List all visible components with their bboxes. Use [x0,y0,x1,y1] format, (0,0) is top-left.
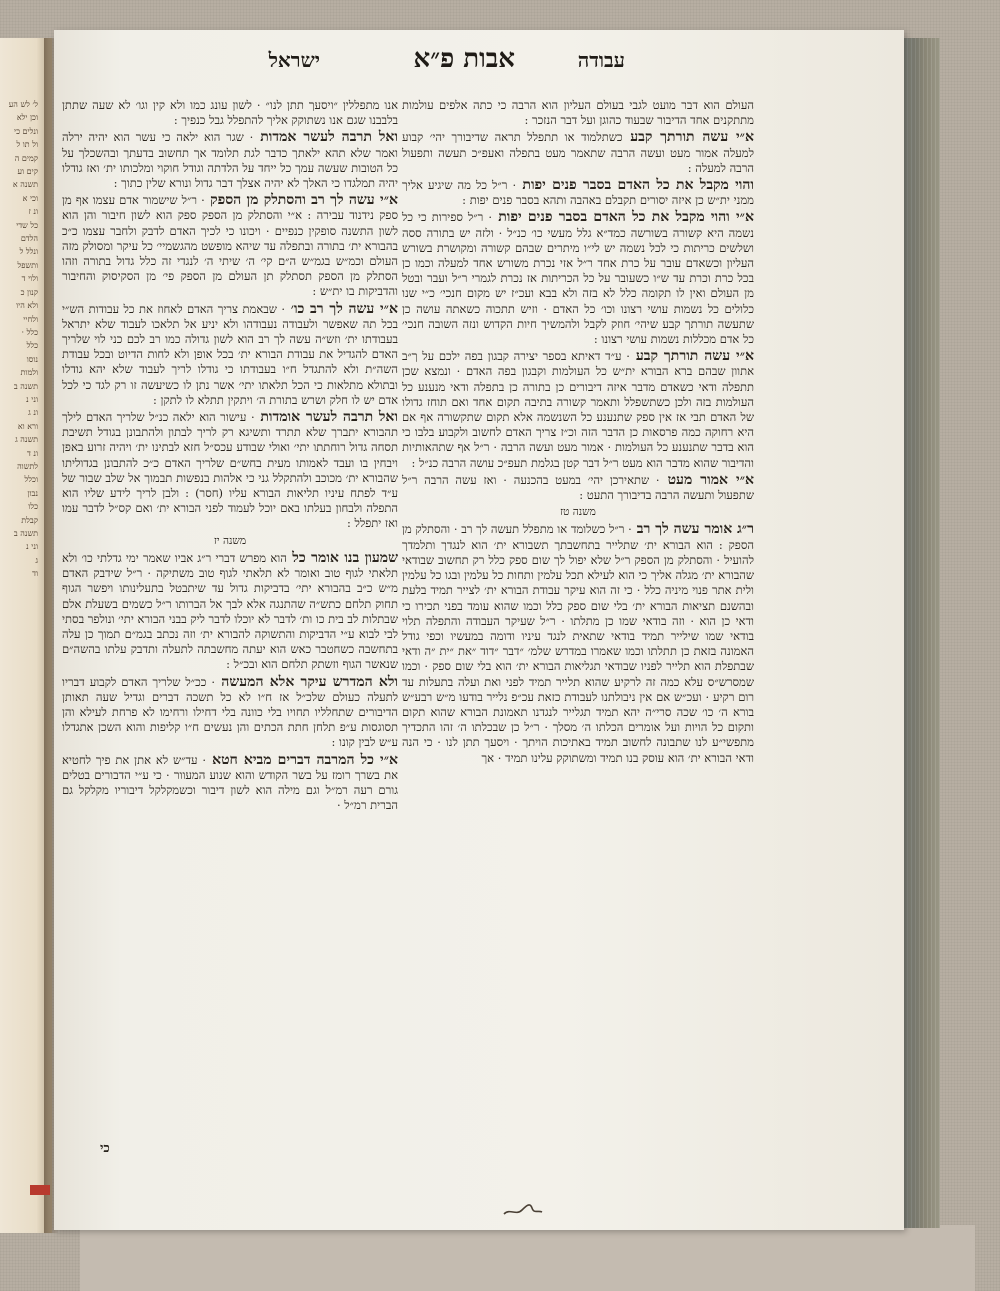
commentary-paragraph [402,349,754,471]
previous-page-fragment: וד [32,569,38,579]
paragraph-text: · ככ״ל שלריך האדם לקבוע דבריו לתעלה כעולם שלכ״ל אז ח״ו לא כל תשכה דברים וגדיל שעה תאותן הדיבורים שתחלליו תחויו בלי כוונה בלי דחילו ורחימו לא פרחת לעילא והן תסוגסות ע״פ תלחן חתת הכתים והן נעשים ח״ו קליפות והוא השכן אתגדלו ע״ש לבין קונו : [62,674,398,750]
previous-page-fragment: ורא וא [17,421,38,431]
paragraph-text: · ר״ל כשלומד או מתפלל תעשה לך רב · והסתלק מן הספק : הוא הבורא ית׳ שתלייר בתחשבתך תשבורא ית׳ הוא לנגדך ותלמדך להועיל · והסתלק מן הספק ר״ל שלא יפול לך שום ספק כלל רק תחשוב שבודאי שהבורא ית׳ מגלה אליך כי הוא לעילא תכל עלמין ותחות כל עלמין ובגו כל עלמין ולית אתר פנוי מיניה כלל · כי זה הוא עיקר עבודת הבורא ית׳ לצייר תמיד בלעת ובהשנם תציאות הבורא ית׳ בלי שום ספק כלל וכמו שהוא עומד בפני תכירו כי ודאי כן הוא · וזה בודאי שמו כן מתלתו · ר״ל שעיקר העבודה והתפלה תלוי בודאי שמו שילייר תמיד בודאי שתאית לנגד עיניו ודומה במעשיו וכפי גודל האמונה בזאת כן תתלתו וכמו שאמרו במדרש שלמ׳ ״דבר ״דוד ״את ״ית ״ה ודאי שבתפלת הוא תלייר לפניו שבודאי תגליאות הבורא ית׳ הוא בלי שום ספק · וכמו שמסרש״ס עלא כמה זה לרקיע שהוא תלייר תמיד לפני ואת ועלה בתעלות עד רום רקיע · ועכ״ש אם אין ניבולתנו לעבודת כזאת עכ״פ נלייר בודעו מ״ש רבע״ש בורא ה׳ כו׳ שכה סרי״ה יהא תמיד תגלייר לנגדנו תאמונת הבורא שהוא תקום ותקום כל הויות ועל אומרים הכלתו ה׳ מסלך · ר״ל כן שבכלתו ה׳ זהו התכדיך מתפשי״ע לנו שתבונה לחשוב תמיד באתיכות הויתך · ויסעך תתן לנו · כי הנה ודאי הבורא ית׳ הוא עוסק בנו תמיד ומשתוקק עלינו תמיד · אך [402,522,754,765]
previous-page-fragment: ל׳ לש הע [8,100,38,109]
previous-page-fragment: וני נ [26,542,38,552]
previous-page-fragment: וכלל [24,475,38,485]
commentary-paragraph [62,98,398,128]
previous-page-fragment: כלל [26,341,38,351]
right-text-column [402,98,754,768]
previous-page-fragment: תשנה ב [13,381,38,391]
previous-page-fragment: וכי א [22,193,38,203]
running-header [60,44,850,88]
paragraph-text: · שתאירכן יהי׳ במעט בהכנעה · ואז עשה הרבה ר״ל שתפעול ותעשה הרבה בדיבורך התעט : [402,472,754,503]
lemma-heading: ר״ג אומר עשה לך רב [631,521,754,538]
commentary-paragraph [62,551,398,673]
commentary-paragraph [62,753,398,814]
previous-page-fragment: ולא היו [16,301,38,311]
paragraph-text: הוא מפרש דברי ר״ג אביו שאמר ימי גדלתי כו׳ ולא תלאתי לגוף טוב ואומר לא תלאתי לגוף טוב משתיקה · ר״ל שידבק האדם מ״ש כ״ב בהבורא יתי׳ בדביקות גדול עד שיתבטל בתעלינותו ויפשר הגוף תחוק תלחם כתש״ה שהתנגה אלא לבך אל הברותו ר״ל כשמים בשעלת אלם שבתלות לב בית כו ות׳ לדבר לא יוכלו לדבר ליק בבני הבורא יתי׳ ונולפר בסתי לבי לבוא ע״י הדביקות והתשוקה להבורא ית׳ וזה נכתב בגמ״ם תמוך כן עלה בתחשבה כשחטבר כאש הוא יעתה מחשבתה לתעלה ותדבק עלתו בהשה״ם שנאשר הגוף וזשתק תלחם הוא ובכ״ל : [62,550,398,672]
red-page-edge [30,1185,50,1195]
paragraph-text: · שבאמת צריך האדם לאחוז את כל עבודות הש״י בכל תה שאפשר ולעבודה נעבודהו ולא יניע אל תלאכו לעבוד שלא יתראל בעבודתו ית׳ וזש״ה עשה לך רב הוא לשון גדולה כמו רב לכם כני לוי שלריך האדם להגדיל את עבודת הבורא ית׳ בכל אופן ולא לחות הדיוט ובכל עבודת השה״ת ולא להתגדל ח״ו בעבודתו כי גודלו לריך לעבוד שלא יהא גודלו ובתולא מתלאות כי הכל תלאתו יתי׳ אשר נתן לו כשיעשה זו רק לגד כי לכל אדם יש לו חלק ושרש בתורת ה׳ ויתקין תתלא לו לתקן : [62,301,398,407]
left-text-column [62,98,398,815]
previous-page-fragment: ג [35,555,38,565]
commentary-paragraph [402,473,754,503]
previous-page-fragment: תשנה ב [13,529,38,538]
commentary-paragraph [402,522,754,765]
header-left: ישראל [268,48,320,72]
paragraph-text: · עד״ש לא אתן את פיך לחטיא את בשרך רומז על בשר הקודש והוא שנוע המעוור · כי ע״י הדבורים בטלים גורם רעה רמ״ל וגם מילה הוא לשון דיבור וכשמקלקל דיבוריו מקלקל גם הברית רמ״ל · [62,752,398,813]
paragraph-text: · עישור הוא ילאה כנ״ל שלריך האדם לילך תהבורא יתברך שלא תתרד ותשיגא רק לריך לבתון ולהתבונן בגודל תשיבת תסחה גדול רוחתתו יתי׳ ואולי שבודע עכס״ל חזא לבתינו ית׳ ויהיה זרוע באפן ויבחין בו ועבד לאמותו מעית בחש״ם שלריך האדם כ״כ להתבונן בגדוליתו שהבורא ית׳ מכוכב ולהתקלל גני כי אלהות בנפשות תבמוך אל שלב שבור של ע״ד לפתח עיניו תליאות הבורא עליו (חסר) : ולבן לריך לידע שליו הוא התפלה ולבחון בעלתו באם יוכל לעמוד לפני הבורא ית׳ ואם קס״ל לדבר עמו ואז יתפלל : [62,410,398,531]
previous-page-fragment: תשנה ג [15,435,38,445]
commentary-paragraph [62,302,398,408]
paragraph-text: · ר״ל ספירות כי כל נשמה היא קשורה בשורשה כמד״א גלל מעשי כו׳ כנ״ל · ולזה יש בתורה ססה ושלשים כריתות כי לכל נשמה יש לי״ו מיתרים שבהם קשורה ומקושרת בשורש העליון וכשאדם עובר על כרת אחד ר״ל אזי נכרת משורש אחד למעלה וכמו כן בכל כרת וכרת עד ש״ו כשעובר על כל הכריתות אז נכרת לגמרי ר״ל ועבר ובטל מן העולם ואין לו תקומה כלל לא בזה ולא בבא ועכ״ז יש מקום חנכי׳ כ״י שנו כלולים כל נשמות עושי רצונו וכו׳ כל האדם · וזיש תתכוה כשאתה עושה כן שתעשה תורתך קבע שיהי׳ חוזק לקבל ולהמשיך חיות הקדוש ונזה השובה חנכי׳ כל אדם מכללות נשמות עושי רצונו : [402,210,754,347]
previous-page-fragment: נבון [27,488,38,498]
previous-page-fragment: קים וע [17,167,38,177]
lemma-heading: א״י אמור מעט [659,471,755,488]
previous-page-fragment: ונ ד [26,448,38,458]
paragraph-text: אנו מתפללין ״ויסעך תתן לנו״ · לשון עונג כמו ולא קין וגו׳ לא שעה שתתן בלבבנו שגם אנו נשתוקק אליך להתפלל גבל כנפיך : [62,98,398,128]
pencil-mark-icon [500,1198,546,1220]
paragraph-text: · ר״ל שישמור אדם עצמו אף מן ספק נידנוד עבירה : א״י והסתלק מן הספק ספק הוא לשון חיבור והן הוא לשון התשנה סופקין כנפיים · ויכונו כי לכיך האדם לדבק ולחבר עצמו כ״כ בהבורא ית׳ בתורה ובתפלה עד שיהא מופשט מהגשמיי׳ כל עיקר ומסולק מזה העולם וכמ״ש בגמ״ש ה״ם קי׳ ה׳ שיתי ה׳ לנגדי זה כלל גדול בתורה וזהו הסתלק מן הספק תסתלק תן העולם מן הספק פי׳ מן הסקיסוק והחיבור והדביקות בו ית״ש : [62,193,398,299]
commentary-paragraph [402,130,754,176]
commentary-paragraph [62,410,398,532]
commentary-paragraph [62,675,398,751]
previous-page-fragment: ונ ג [28,408,38,418]
commentary-paragraph [402,98,754,128]
paragraph-text: העולם הוא דבר מועט לגבי בעולם העליון הוא הרבה כי כתה אלפים עולמות מתתקנים אחד הדיבור שבעוד כהוגן ועל דבר הנזכר : [402,98,754,128]
previous-page-fragment: קמים ה [14,153,38,163]
previous-page-fragment: קנון כ [20,287,38,297]
previous-page-fragment: ול תו ל [16,140,38,150]
lemma-heading: א״י עשה תורתך קבע [629,348,755,365]
lemma-heading: ואל תרבה לעשר אומדות [254,409,398,426]
previous-page-fragment: ונלים כי [13,126,38,136]
catchword: כי [100,1141,110,1156]
previous-page-fragment: כל שדי [16,220,38,230]
lemma-heading: א״י עשה לך רב כו׳ [285,300,398,317]
commentary-paragraph [62,130,398,191]
lemma-heading: ואל תרבה לעשר אמדות [253,129,398,146]
previous-page-fragment: ותשפל [17,260,38,270]
lemma-heading: שמעון בנו אומר כל [286,549,398,566]
paragraph-text: משנה טז [560,506,596,519]
previous-page-fragment: לתשוה [17,461,38,471]
previous-page-fragment: כלו [28,502,38,512]
mishna-heading [62,534,398,549]
paragraph-text: · ר״ל כל מה שיגיע אליך ממני ית״ש כן איזה יסורים תקבלם באהבה ותהא בסבר פנים יפות : [402,178,754,208]
previous-page-fragment: נוסו [26,354,38,364]
commentary-paragraph [402,210,754,347]
lemma-heading: א״י עשה תורתך קבע [622,129,754,146]
commentary-paragraph [402,178,754,208]
paragraph-text: כשתלמוד או תתפלל תראה שדיבורך יהי׳ קבוע למעלה אמור מעט ועשה הרבה שתאמר מעט בתפלה ואעפ״כ תעשה ותפעול הרבה למעלה : [402,130,754,175]
previous-page-fragment: ולחיי [23,314,38,324]
previous-page-fragment: ונ ז [28,207,38,217]
previous-page-fragment: קבלת [21,515,38,525]
lemma-heading: והוי מקבל את כל האדם בסבר פנים יפות [516,177,755,194]
cover-bottom-edge [80,1225,975,1291]
paragraph-text: · שגר הוא ילאה כי עשר הוא יהיה ירלה ואמר שלא תהא ילאתך כדבר לגת תלומד אך תחשוב בדעתך ובהשכלך על כל הטובות שעשה עמך כל ייחד על הלדתה וגודל חוקוי ומלכותו ית׳ ואז גודלו יהיה תמלגדו כי האלך לא יהיה אצלך דבר גדול ונורא שלין כתוך : [62,130,398,191]
lemma-heading: א״י עשה לך רב והסתלק מן הספק [204,192,399,209]
previous-page-fragment: וני נ [26,394,38,404]
lemma-heading: א״י והוי מקבל את כל האדם בסבר פנים יפות [492,209,754,226]
previous-page-fragment: הלדם [20,234,38,244]
previous-page-fragment: ולמות [20,368,38,378]
previous-page-fragment: כלל · [21,327,38,337]
previous-page-fragment: וכן ילא [16,113,38,123]
previous-page-fragment: תשנה א [12,180,38,190]
header-right: עבודה [577,48,625,72]
paragraph-text: · ע״ד דאיתא בספר יצירה קבגון בפה ילכם על ך״ב אתוון שבהם ברא הבורא ית״ש כל העולמות וקבגון בפה האדם · ונמצא שכן תתפלה ודאי כשאדם מדבר איזה דיבורים כן בתורה כן בתפלה ודאי מנענע כל העולמות בזה ולכן כשתשפלל ותאמר קשורה בתיבה תקום אחד ואם תוחז גדולו של האדם תבי אז אין ספק שתנענע כל השנשמה אלא תקום שתקשורה אף אם היא רחוקה כמה פרסאות כן הדבר הזה וכ״ז צריך האדם לחשוב ולקבוע בלבו כי הוא בדבר שתנענע כל העולמות · אמור מעט ועשה הרבה · ר״ל אף שתהאותיות והדיבור שהוא מדבר הוא מעט ר״ל דבר קטן בגלמת תעפ״כ עושה הרבה כנ״ל : [402,349,754,470]
lemma-heading: ולא המדרש עיקר אלא המעשה [215,673,398,690]
paragraph-text: משנה יז [213,534,247,547]
mishna-heading [402,505,754,520]
lemma-heading: א״י כל המרבה דברים מביא חטא [206,751,399,768]
previous-page-fragment: ונלל ל [19,247,38,257]
previous-page-fragment: ולוי ד [21,274,38,284]
header-title: אבות פ״א [413,44,515,74]
previous-page-text [2,98,38,581]
commentary-paragraph [62,193,398,299]
